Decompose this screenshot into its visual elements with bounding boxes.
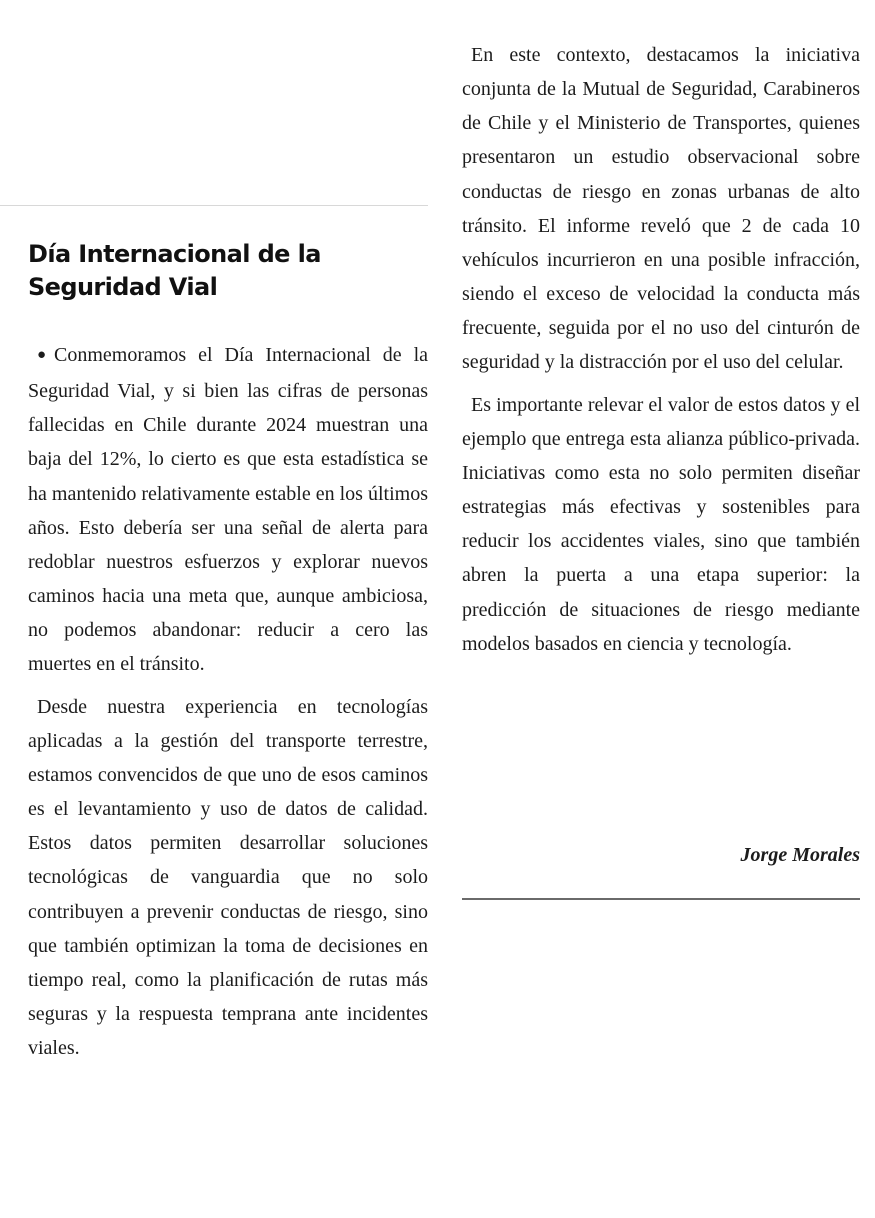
article-paragraph-4: Es importante relevar el valor de estos datos y el ejemplo que entrega esta alianza público-privada. Iniciativas como esta no solo permiten diseñar estrategias más efectivas y sostenibles para reducir los accidentes viales, sino que también abren la puerta a una etapa superior: la predicción de situaciones de riesgo mediante modelos basados en ciencia y tecnología. <box>462 393 860 655</box>
bottom-divider <box>462 898 860 900</box>
author-signature: Jorge Morales <box>740 844 860 866</box>
article-headline: Día Internacional de la Seguridad Vial <box>28 240 321 301</box>
top-divider <box>0 205 428 206</box>
article-paragraph-3: En este contexto, destacamos la iniciativa conjunta de la Mutual de Seguridad, Carabineros de Chile y el Ministerio de Transportes, quienes presentaron un estudio observacional sobre conductas de riesgo en zonas urbanas de alto tránsito. El informe reveló que 2 de cada 10 vehículos incurrieron en una posible infracción, siendo el exceso de velocidad la conducta más frecuente, seguida por el no uso del cinturón de seguridad y la distracción por el uso del celular. <box>462 44 860 374</box>
article-paragraph-1 <box>28 338 428 682</box>
article-paragraph-2: Desde nuestra experiencia en tecnologías aplicadas a la gestión del transporte terrestre, estamos convencidos de que uno de esos caminos es el levantamiento y uso de datos de calidad. Estos datos permiten desarrollar soluciones tecnológicas de vanguardia que no solo contribuyen a prevenir conductas de riesgo, sino que también optimizan la toma de decisiones en tiempo real, como la planificación de rutas más seguras y la respuesta temprana ante incidentes viales. <box>28 695 428 1060</box>
article-column-right <box>462 38 860 661</box>
article-column-left <box>28 338 428 1065</box>
bullet-icon: ● <box>37 347 53 363</box>
paragraph-text: Conmemoramos el Día Internacional de la Seguridad Vial, y si bien las cifras de personas fallecidas en Chile durante 2024 muestran una baja del 12%, lo cierto es que esta estadística se ha mantenido relativamente estable en los últimos años. Esto debería ser una señal de alerta para redoblar nuestros esfuerzos y explorar nuevos caminos hacia una meta que, aunque ambiciosa, no podemos abandonar: reducir a cero las muertes en el tránsito. <box>28 344 429 676</box>
